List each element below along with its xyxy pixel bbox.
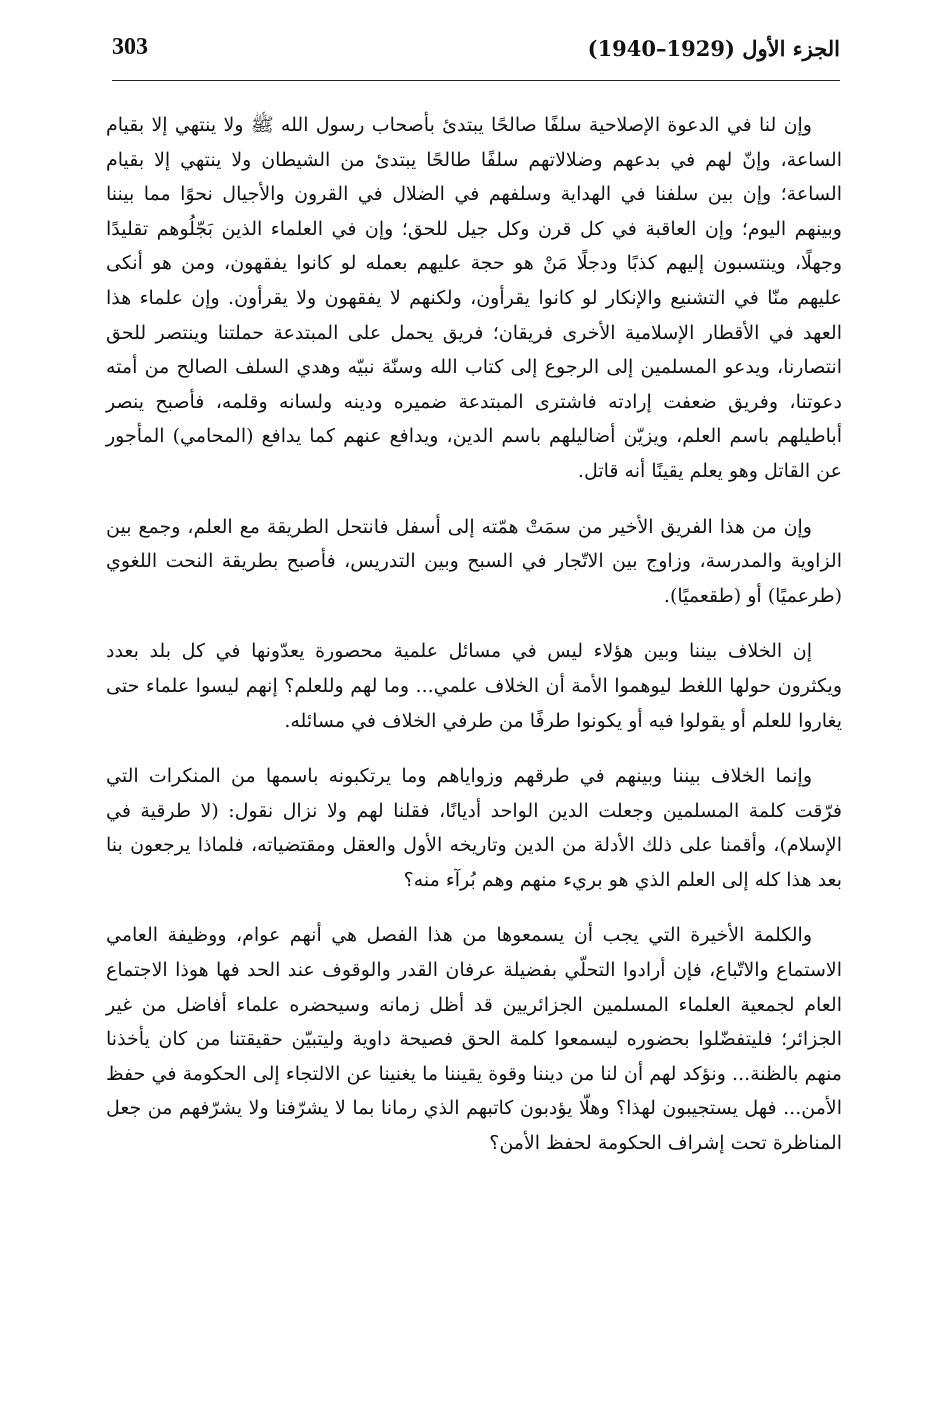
paragraph-2: وإن من هذا الفريق الأخير من سمَتْ همّته إلى أسفل فانتحل الطريقة مع العلم، وجمع بين الزاوية والمدرسة، وزاوج بين الاتّجار في السبح وبين التدريس، فأصبح بطريقة النحت اللغوي (طرعميًا) أو (طقعميًا). <box>106 515 842 607</box>
paragraph-4: وإنما الخلاف بيننا وبينهم في طرقهم وزواياهم وما يرتكبونه باسمها من المنكرات التي فرّقت كلمة المسلمين وجعلت الدين الواحد أديانًا، فقلنا لهم ولا نزال نقول: (لا طرقية في الإسلام)، وأقمنا على ذلك الأدلة من الدين وتاريخه الأول والعقل ومقتضياته، فلماذا يرجعون بنا بعد هذا كله إلى العلم الذي هو بريء منهم وهم بُرآء منه؟ <box>106 765 842 891</box>
page-header <box>112 30 840 74</box>
running-title: الجزء الأول (1929–1940) <box>587 36 840 61</box>
header-divider <box>112 80 840 81</box>
paragraph-1: وإن لنا في الدعوة الإصلاحية سلفًا صالحًا يبتدئ بأصحاب رسول الله ﷺ ولا ينتهي إلا بقيام الساعة، وإنّ لهم في بدعهم وضلالاتهم سلفًا طالحًا يبتدئ من الشيطان ولا ينتهي إلا بقيام الساعة؛ وإن بين سلفنا في الهداية وسلفهم في الضلال في القرون والأجيال نحوًا مما بيننا وبينهم اليوم؛ وإن العاقبة في كل قرن وكل جيل للحق؛ وإن في العلماء الذين بَجّلُوهم تقليدًا وجهلًا، وينتسبون إليهم كذبًا ودجلًا مَنْ هو حجة عليهم بعمله لو كانوا يفقهون، ومن هو أنكى عليهم منّا في التشنيع والإنكار لو كانوا يقرأون، ولكنهم لا يفقهون ولا يقرأون. وإن علماء هذا العهد في الأقطار الإسلامية الأخرى فريقان؛ فريق يحمل على المبتدعة حملتنا وينتصر للحق انتصارنا، ويدعو المسلمين إلى الرجوع إلى كتاب الله وسنّة نبيّه وهدي السلف الصالح من أمته دعوتنا، وفريق ضعفت إرادته فاشترى المبتدعة ضميره ودينه ولسانه وقلمه، فأصبح ينصر أباطيلهم باسم العلم، ويزيّن أضاليلهم باسم الدين، ويدافع عنهم كما يدافع (المحامي) المأجور عن القاتل وهو يعلم يقينًا أنه قاتل. <box>106 114 842 482</box>
paragraph-3: إن الخلاف بيننا وبين هؤلاء ليس في مسائل علمية محصورة يعدّونها في كل بلد بعدد ويكثرون حولها اللغط ليوهموا الأمة أن الخلاف علمي... وما لهم وللعلم؟ إنهم ليسوا علماء حتى يغاروا للعلم أو يقولوا فيه أو يكونوا طرفًا من طرفي الخلاف في مسائله. <box>106 640 842 732</box>
paragraph-5: والكلمة الأخيرة التي يجب أن يسمعوها من هذا الفصل هي أنهم عوام، ووظيفة العامي الاستماع والاتّباع، فإن أرادوا التحلّي بفضيلة عرفان القدر والوقوف عند الحد فها هوذا الاجتماع العام لجمعية العلماء المسلمين الجزائريين قد أظل زمانه وسيحضره علماء أفاضل من غير الجزائر؛ فليتفضّلوا بحضوره ليسمعوا كلمة الحق فصيحة داوية وليتبيّن حقيقتنا من كان يأخذنا منهم بالظنة... ونؤكد لهم أن لنا من ديننا وقوة يقيننا ما يغنينا عن الالتجاء إلى الحكومة في حفظ الأمن... فهل يستجيبون لهذا؟ وهلّا يؤدبون كاتبهم الذي رمانا بما لا يشرّفنا ولا يشرّفهم من جعل المناظرة تحت إشراف الحكومة لحفظ الأمن؟ <box>106 924 842 1155</box>
page-number: 303 <box>112 34 148 60</box>
body-text <box>106 108 842 1182</box>
